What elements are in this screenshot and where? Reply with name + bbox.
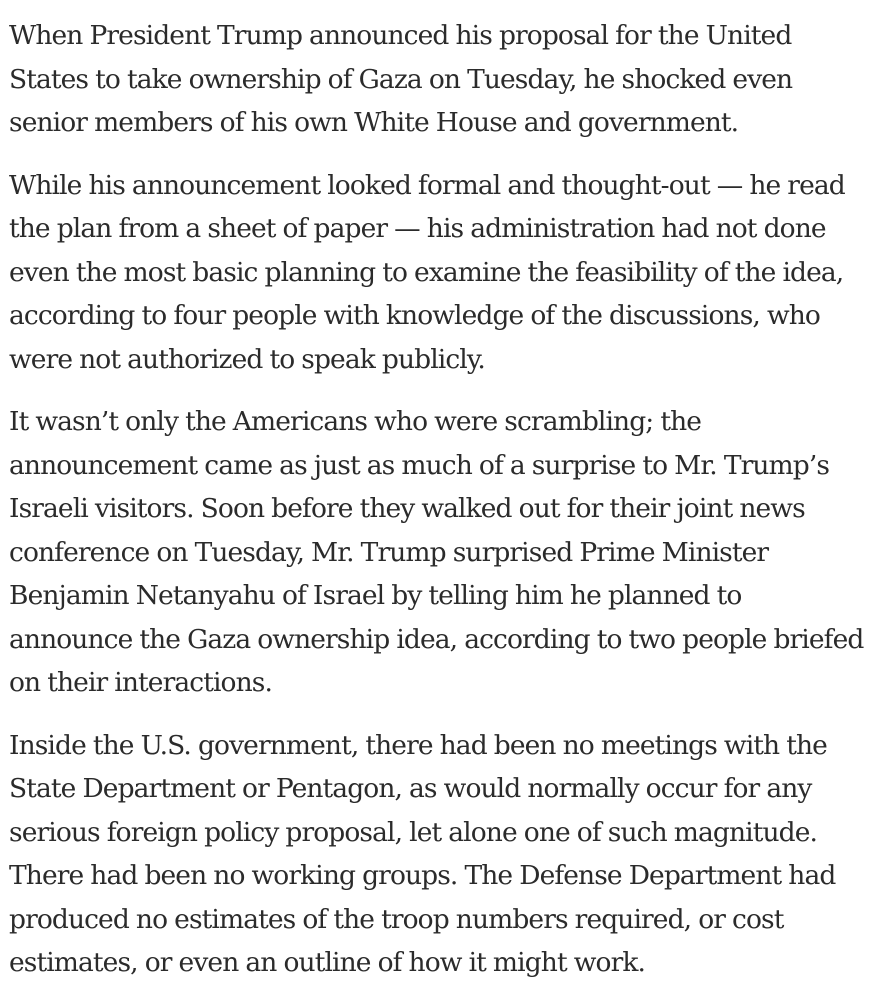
article-paragraph-4: Inside the U.S. government, there had been no meetings with the State Department or Pentagon, as would normally occur for any serious foreign policy proposal, let alone one of such magnitude. There had been no working groups. The Defense Department had produced no estimates of the troop numbers required, or cost estimates, or even an outline of how it might work. [9, 729, 836, 978]
article-paragraph-3: It wasn’t only the Americans who were scrambling; the announcement came as just as much of a surprise to Mr. Trump’s Israeli visitors. Soon before they walked out for their joint news conference on Tuesday, Mr. Trump surprised Prime Minister Benjamin Netanyahu of Israel by telling him he planned to announce the Gaza ownership idea, according to two people briefed on their interactions. [9, 406, 864, 698]
article-paragraph-1: When President Trump announced his proposal for the United States to take ownership of Gaza on Tuesday, he shocked even senior members of his own White House and government. [9, 20, 793, 138]
article-paragraph-2: While his announcement looked formal and thought-out — he read the plan from a sheet of paper — his administration had not done even the most basic planning to examine the feasibility of the idea, according to four people with knowledge of the discussions, who were not authorized to speak publicly. [9, 169, 845, 375]
